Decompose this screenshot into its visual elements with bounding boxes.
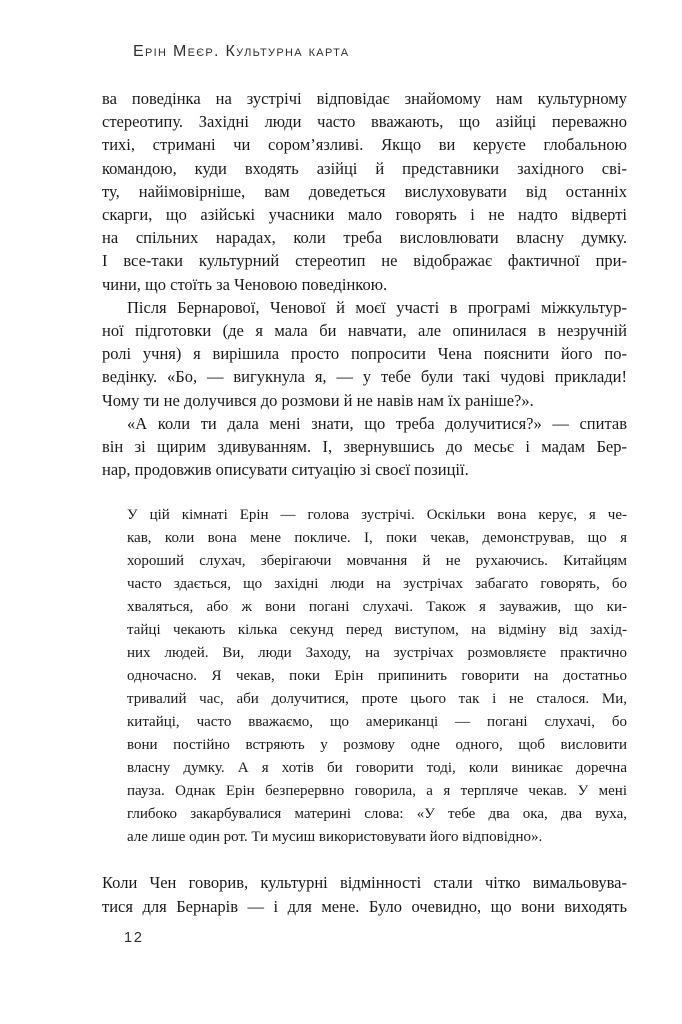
text-line: командою, куди входять азійці й представники західного сві- <box>102 158 627 178</box>
text-line: І все-таки культурний стереотип не відображає фактичної при- <box>102 251 627 271</box>
text-line: тихі, стримані чи сором’язливі. Якщо ви керуєте глобальною <box>102 135 627 155</box>
text-line: Коли Чен говорив, культурні відмінності стали чітко вимальовува- <box>102 873 627 893</box>
text-line: Чому ти не долучився до розмови й не навів нам їх раніше?». <box>102 390 534 410</box>
paragraph <box>102 412 627 482</box>
text-line: вони постійно встряють у розмову одне одного, щоб висловити <box>127 737 627 754</box>
text-line: глибоко закарбувалися материні слова: «У тебе два ока, два вуха, <box>127 806 627 823</box>
text-line: кав, коли вона мене покличе. І, поки чекав, демонстрував, що я <box>127 530 627 547</box>
text-line: скарги, що азійські учасники мало говорять і не надто відверті <box>102 205 627 225</box>
page-number: 12 <box>124 930 144 946</box>
text-line: ведінку. «Бо, — вигукнула я, — у тебе були такі чудові приклади! <box>102 367 627 387</box>
text-line: нар, продовжив описувати ситуацію зі своєї позиції. <box>102 460 469 480</box>
text-line: хваляться, або ж вони погані слухачі. Також я зауважив, що ки- <box>127 599 627 616</box>
text-line: він зі щирим здивуванням. І, звернувшись до месьє і мадам Бер- <box>102 437 627 457</box>
text-line: стереотипу. Західні люди часто вважають, що азійці переважно <box>102 112 627 132</box>
text-line: Після Бернарової, Ченової й моєї участі в програмі міжкультур- <box>127 297 627 317</box>
paragraph <box>102 296 627 412</box>
text-line: «А коли ти дала мені знати, що треба долучитися?» — спитав <box>127 413 627 433</box>
text-line: тися для Бернарів — і для мене. Було очевидно, що вони виходять <box>102 896 627 916</box>
text-line: ної підготовки (де я мала би навчати, але опинилася в незручній <box>102 321 627 341</box>
text-line: ту, найімовірніше, вам доведеться вислуховувати від останніх <box>102 181 627 201</box>
block-quote <box>127 504 627 849</box>
text-line: одночасно. Я чекав, поки Ерін припинить говорити на достатньо <box>127 668 627 685</box>
text-line: них людей. Ви, люди Заходу, на зустрічах розмовляєте практично <box>127 645 627 662</box>
text-column <box>102 87 627 918</box>
text-line: У цій кімнаті Ерін — голова зустрічі. Оскільки вона керує, я че- <box>127 507 627 524</box>
text-line: часто здається, що західні люди на зустрічах забагато говорять, бо <box>127 576 627 593</box>
text-line: тайці чекають кілька секунд перед виступом, на відміну від захід- <box>127 622 627 639</box>
text-line: хороший слухач, зберігаючи мовчання й не рухаючись. Китайцям <box>127 553 627 570</box>
running-header: Ерін Меєр. Культурна карта <box>133 43 350 60</box>
paragraph <box>102 87 627 296</box>
text-line: чини, що стоїть за Ченовою поведінкою. <box>102 274 388 294</box>
text-line: але лише один рот. Ти мусиш використовувати його відповідно». <box>127 829 543 846</box>
paragraph <box>102 871 627 917</box>
text-line: пауза. Однак Ерін безперервно говорила, а я терпляче чекав. У мені <box>127 783 627 800</box>
text-line: ва поведінка на зустрічі відповідає знайомому нам культурному <box>102 89 627 108</box>
text-line: на спільних нарадах, коли треба висловлювати власну думку. <box>102 228 627 248</box>
text-line: тривалий час, аби долучитися, проте цього так і не сталося. Ми, <box>127 691 627 708</box>
text-line: китайці, часто вважаємо, що американці — погані слухачі, бо <box>127 714 627 731</box>
text-line: власну думку. А я хотів би говорити тоді, коли виникає доречна <box>127 760 627 777</box>
text-line: ролі учня) я вирішила просто попросити Чена пояснити його по- <box>102 344 627 364</box>
